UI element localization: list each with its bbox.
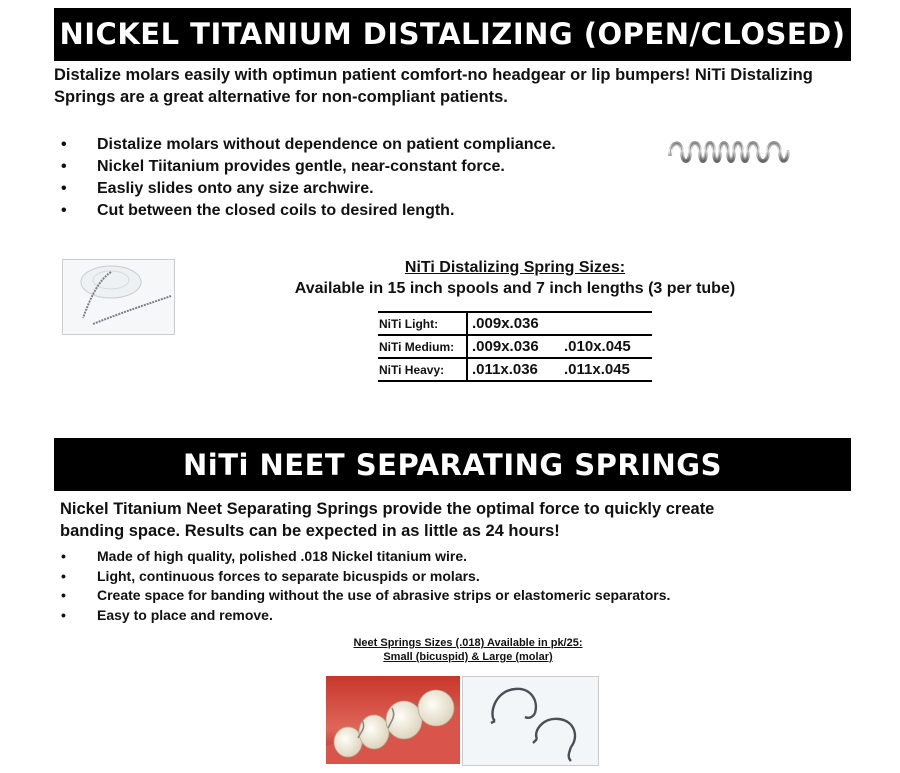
distalizing-feature-list xyxy=(54,134,556,222)
table-row xyxy=(378,312,652,335)
size-value: .011x.036 xyxy=(467,358,560,381)
teeth-photo xyxy=(326,676,460,764)
size-label: NiTi Medium: xyxy=(378,335,467,358)
neet-feature-list xyxy=(54,547,670,625)
distalizing-intro-text: Distalize molars easily with optimun patient comfort-no headgear or lip bumpers! NiTi Distalizing Springs are a great alternative for non-compliant patients. xyxy=(54,66,813,106)
list-item: • Create space for banding without the use of abrasive strips or elastomeric separators. xyxy=(54,586,670,606)
size-label: NiTi Light: xyxy=(378,312,467,335)
list-item: • Light, continuous forces to separate bicuspids or molars. xyxy=(54,567,670,587)
size-value: .010x.045 xyxy=(560,335,652,358)
coil-spring-image xyxy=(666,134,792,170)
size-label: NiTi Heavy: xyxy=(378,358,467,381)
list-item: • Easliy slides onto any size archwire. xyxy=(54,178,556,200)
size-value xyxy=(560,312,652,335)
section-banner-neet: NiTi NEET SEPARATING SPRINGS xyxy=(54,438,851,491)
neet-sizes-heading xyxy=(330,636,606,664)
size-value: .009x.036 xyxy=(467,335,560,358)
table-row xyxy=(378,335,652,358)
separating-springs-photo xyxy=(462,676,599,766)
size-value: .011x.045 xyxy=(560,358,652,381)
list-item: • Distalize molars without dependence on patient compliance. xyxy=(54,134,556,156)
sizes-heading-availability: Available in 15 inch spools and 7 inch lengths (3 per tube) xyxy=(294,280,736,297)
table-row xyxy=(378,358,652,381)
distalizing-sizes-heading xyxy=(260,257,770,299)
list-item: • Cut between the closed coils to desired length. xyxy=(54,200,556,222)
list-item: • Easy to place and remove. xyxy=(54,606,670,626)
distalizing-sizes-table xyxy=(378,311,652,382)
size-value: .009x.036 xyxy=(467,312,560,335)
list-item: • Nickel Tiitanium provides gentle, near-constant force. xyxy=(54,156,556,178)
neet-intro-text: Nickel Titanium Neet Separating Springs provide the optimal force to quickly create banding space. Results can be expected in as little as 24 hours! xyxy=(60,500,715,540)
neet-sizes-line1: Neet Springs Sizes (.018) Available in pk/25: xyxy=(353,637,583,649)
section-banner-distalizing: NICKEL TITANIUM DISTALIZING (OPEN/CLOSED) xyxy=(54,8,851,61)
list-item: • Made of high quality, polished .018 Nickel titanium wire. xyxy=(54,547,670,567)
neet-sizes-line2: Small (bicuspid) & Large (molar) xyxy=(383,651,553,663)
spring-spool-image xyxy=(62,259,175,335)
sizes-heading-title: NiTi Distalizing Spring Sizes: xyxy=(404,259,626,276)
